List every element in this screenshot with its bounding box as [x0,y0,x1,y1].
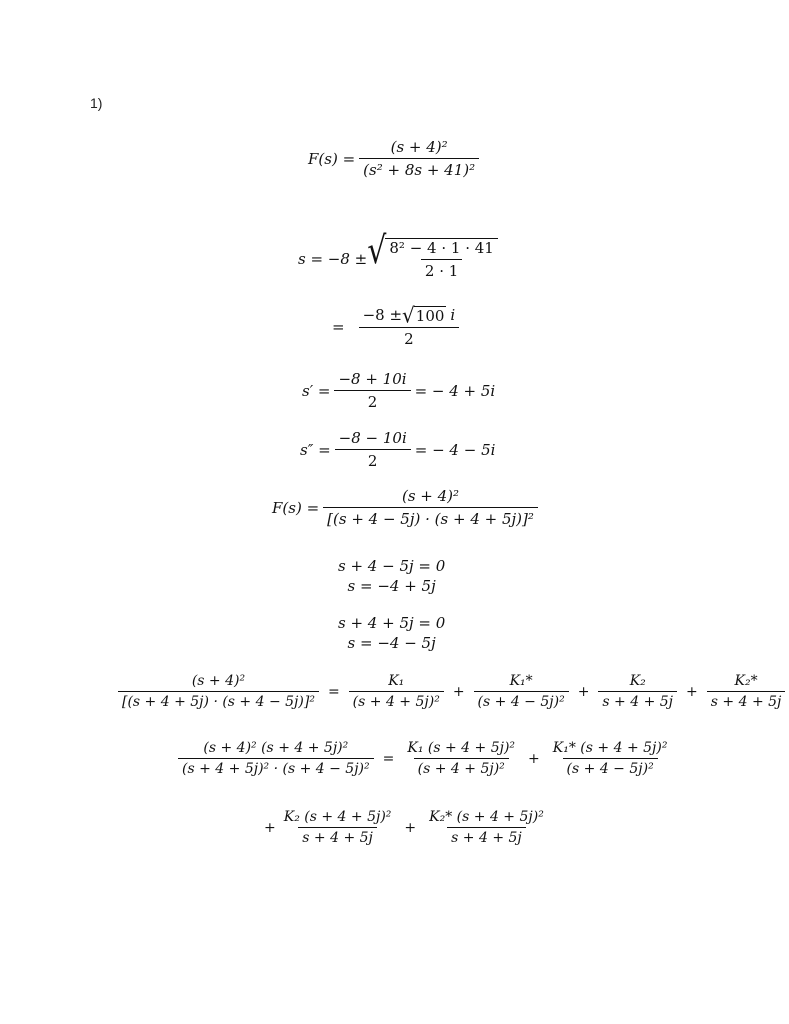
equation-simplified-root [332,302,463,348]
fraction [549,740,672,777]
numerator: (s + 4)² [191,673,246,689]
equation-rhs: = − 4 − 5i [414,440,496,459]
numerator [359,302,460,328]
denominator: [(s + 4 − 5j) · (s + 4 + 5j)]² [323,507,538,528]
root-value: s = −4 + 5j [347,577,436,595]
radical-sign: √ [367,229,387,273]
equation-lhs: F(s) = [272,498,320,517]
fraction [707,673,786,710]
square-root [367,229,498,280]
denominator: (s + 4 + 5j)² [349,691,444,710]
equation-lhs: F(s) = [308,149,356,168]
square-root [402,302,446,328]
denominator: 2 [335,449,411,470]
equals-sign: = [327,683,340,700]
denominator: s + 4 + 5j [707,691,786,710]
fraction [403,740,519,777]
fraction [359,138,479,179]
equation-transfer-function [308,138,483,179]
fraction [178,740,374,777]
equation-multiplied-through [174,740,675,777]
denominator: (s + 4 − 5j)² [563,758,658,777]
numerator: K₂* (s + 4 + 5j)² [429,809,544,825]
denominator: (s + 4 + 5j)² · (s + 4 − 5j)² [178,758,374,777]
fraction [334,370,410,411]
equation-quadratic-formula [298,229,498,280]
equation-rhs: = − 4 + 5i [414,381,496,400]
fraction [359,302,460,348]
denominator: [(s + 4 + 5j) · (s + 4 − 5j)]² [118,691,319,710]
numerator: K₁ (s + 4 + 5j)² [407,740,516,756]
numerator: K₁* [509,673,533,689]
plus-sign: + [577,683,590,700]
fraction [118,673,319,710]
numerator: (s + 4)² [401,487,460,505]
imaginary-unit: i [450,306,456,324]
plus-sign: + [264,819,276,836]
numerator-prefix: −8 ± [362,306,403,324]
fraction [323,487,538,528]
numerator: K₂* [734,673,758,689]
root-solution-two [338,613,445,653]
numerator: −8 + 10i [338,370,407,388]
numerator: K₂ (s + 4 + 5j)² [283,809,392,825]
equals-sign: = [382,750,395,767]
root-equation: s + 4 − 5j = 0 [338,557,446,575]
fraction [349,673,444,710]
plus-sign: + [452,683,465,700]
denominator: s + 4 + 5j [598,691,677,710]
fraction [335,429,411,470]
numerator: (s + 4)² (s + 4 + 5j)² [203,740,349,756]
plus-sign: + [404,819,417,836]
equation-continuation [264,809,552,846]
numerator: K₁ [388,673,405,689]
fraction [385,238,497,280]
numerator: −8 − 10i [338,429,407,447]
denominator: s + 4 + 5j [447,827,526,846]
denominator: 2 · 1 [421,259,462,280]
denominator: (s² + 8s + 41)² [359,158,479,179]
plus-sign: + [528,750,540,767]
root-solution-one [338,556,445,596]
denominator: 2 [334,390,410,411]
equation-lhs: s = −8 ± [298,250,368,268]
radical-sign: √ [402,302,415,328]
equation-lhs: s′ = [302,381,331,400]
denominator: 2 [359,327,460,348]
fraction [280,809,396,846]
equation-root-s-double-prime [300,429,495,470]
equation-root-s-prime [302,370,495,411]
numerator: K₂ [629,673,646,689]
equation-lhs: s″ = [300,440,331,459]
radicand: 100 [415,306,445,325]
numerator: K₁* (s + 4 + 5j)² [552,740,668,756]
denominator: s + 4 + 5j [298,827,377,846]
denominator: (s + 4 + 5j)² [414,758,509,777]
fraction [598,673,677,710]
equation-factored-transfer-function [272,487,542,528]
equation-partial-fractions [114,673,789,710]
root-equation: s + 4 + 5j = 0 [338,614,446,632]
plus-sign: + [686,683,698,700]
numerator: (s + 4)² [390,138,448,156]
equals-sign: = [332,317,345,336]
fraction [425,809,548,846]
fraction [474,673,569,710]
denominator: (s + 4 − 5j)² [474,691,569,710]
root-value: s = −4 − 5j [347,634,436,652]
problem-number: 1) [90,95,103,111]
numerator: 8² − 4 · 1 · 41 [385,238,497,259]
